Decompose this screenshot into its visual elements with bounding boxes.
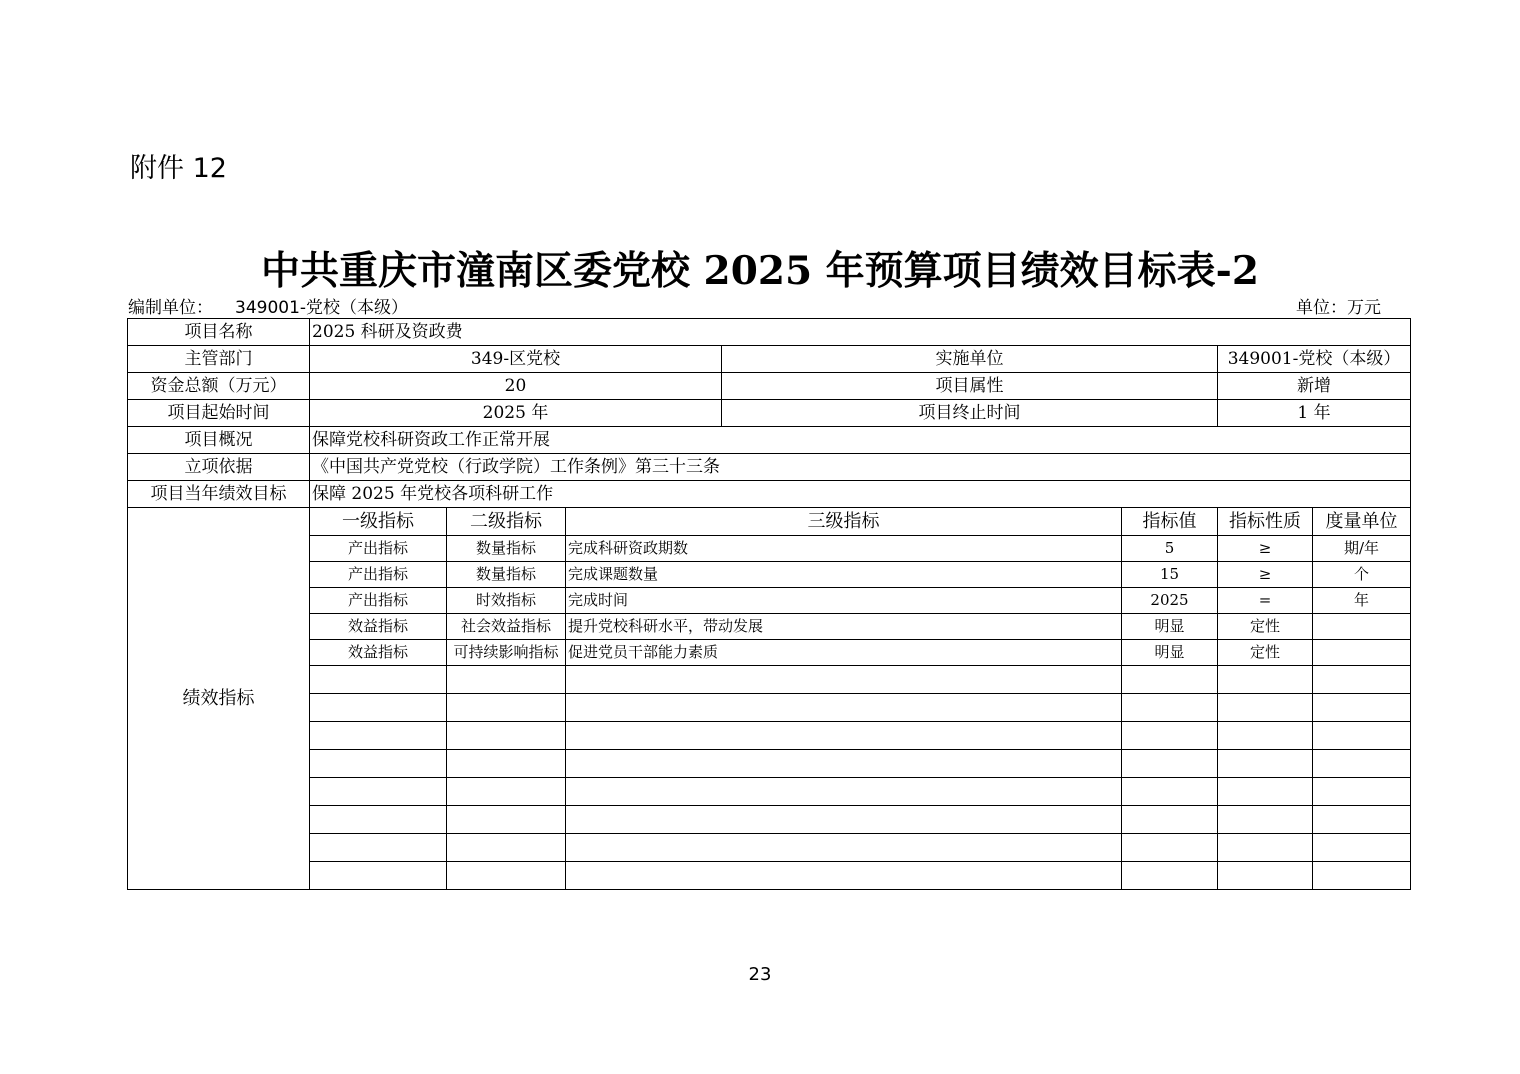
cell-value: 15 (1122, 562, 1218, 588)
row-amount (128, 373, 1411, 400)
cell-unit (1313, 614, 1411, 640)
indicator-row (128, 588, 1411, 614)
currency-unit: 单位：万元 (1296, 298, 1381, 318)
compiling-unit (128, 293, 408, 318)
cell-unit: 期/年 (1313, 536, 1411, 562)
empty-row (128, 722, 1411, 750)
start-label: 项目起始时间 (128, 400, 310, 427)
indicator-row (128, 640, 1411, 666)
cell-unit: 年 (1313, 588, 1411, 614)
goal-value: 保障 2025 年党校各项科研工作 (310, 481, 1411, 508)
empty-row (128, 778, 1411, 806)
indicator-row (128, 614, 1411, 640)
cell-nature: 定性 (1218, 614, 1313, 640)
header-unit: 度量单位 (1313, 508, 1411, 536)
overview-label: 项目概况 (128, 427, 310, 454)
indicator-row (128, 562, 1411, 588)
cell-value: 5 (1122, 536, 1218, 562)
cell-level1: 效益指标 (310, 614, 447, 640)
cell-value: 明显 (1122, 614, 1218, 640)
header-level3: 三级指标 (566, 508, 1122, 536)
project-name-label: 项目名称 (128, 319, 310, 346)
cell-unit: 个 (1313, 562, 1411, 588)
indicator-row (128, 536, 1411, 562)
attr-value: 新增 (1218, 373, 1411, 400)
empty-row (128, 862, 1411, 890)
row-department (128, 346, 1411, 373)
amount-value: 20 (310, 373, 722, 400)
cell-level2: 社会效益指标 (447, 614, 566, 640)
empty-row (128, 750, 1411, 778)
start-value: 2025 年 (310, 400, 722, 427)
amount-label: 资金总额（万元） (128, 373, 310, 400)
attr-label: 项目属性 (722, 373, 1218, 400)
header-level2: 二级指标 (447, 508, 566, 536)
empty-row (128, 694, 1411, 722)
cell-level1: 产出指标 (310, 562, 447, 588)
goal-label: 项目当年绩效目标 (128, 481, 310, 508)
cell-level1: 产出指标 (310, 536, 447, 562)
header-nature: 指标性质 (1218, 508, 1313, 536)
dept-label: 主管部门 (128, 346, 310, 373)
basis-label: 立项依据 (128, 454, 310, 481)
end-label: 项目终止时间 (722, 400, 1218, 427)
project-name-value: 2025 科研及资政费 (310, 319, 1411, 346)
cell-level3: 完成时间 (566, 588, 1122, 614)
page-number: 23 (748, 964, 772, 985)
impl-label: 实施单位 (722, 346, 1218, 373)
cell-level1: 效益指标 (310, 640, 447, 666)
row-goal (128, 481, 1411, 508)
cell-value: 2025 (1122, 588, 1218, 614)
empty-row (128, 806, 1411, 834)
cell-level2: 时效指标 (447, 588, 566, 614)
cell-level2: 数量指标 (447, 536, 566, 562)
header-value: 指标值 (1122, 508, 1218, 536)
dept-value: 349-区党校 (310, 346, 722, 373)
row-time (128, 400, 1411, 427)
row-basis (128, 454, 1411, 481)
cell-nature: ≥ (1218, 562, 1313, 588)
basis-value: 《中国共产党党校（行政学院）工作条例》第三十三条 (310, 454, 1411, 481)
cell-level3: 完成课题数量 (566, 562, 1122, 588)
row-overview (128, 427, 1411, 454)
cell-level2: 数量指标 (447, 562, 566, 588)
cell-level3: 完成科研资政期数 (566, 536, 1122, 562)
cell-nature: 定性 (1218, 640, 1313, 666)
overview-value: 保障党校科研资政工作正常开展 (310, 427, 1411, 454)
end-value: 1 年 (1218, 400, 1411, 427)
empty-row (128, 666, 1411, 694)
cell-nature: ≥ (1218, 536, 1313, 562)
row-project-name (128, 319, 1411, 346)
cell-level1: 产出指标 (310, 588, 447, 614)
compiling-unit-value: 349001-党校（本级） (235, 298, 409, 318)
cell-nature: = (1218, 588, 1313, 614)
performance-target-table (127, 318, 1411, 890)
cell-level3: 促进党员干部能力素质 (566, 640, 1122, 666)
annex-label: 附件 12 (130, 153, 227, 184)
cell-level2: 可持续影响指标 (447, 640, 566, 666)
indicator-header-row (128, 508, 1411, 536)
cell-level3: 提升党校科研水平，带动发展 (566, 614, 1122, 640)
header-level1: 一级指标 (310, 508, 447, 536)
cell-value: 明显 (1122, 640, 1218, 666)
indicator-section-label: 绩效指标 (128, 508, 310, 890)
impl-value: 349001-党校（本级） (1218, 346, 1411, 373)
compiling-unit-label: 编制单位： (128, 298, 213, 318)
document-title: 中共重庆市潼南区委党校 2025 年预算项目绩效目标表-2 (260, 248, 1260, 294)
empty-row (128, 834, 1411, 862)
cell-unit (1313, 640, 1411, 666)
